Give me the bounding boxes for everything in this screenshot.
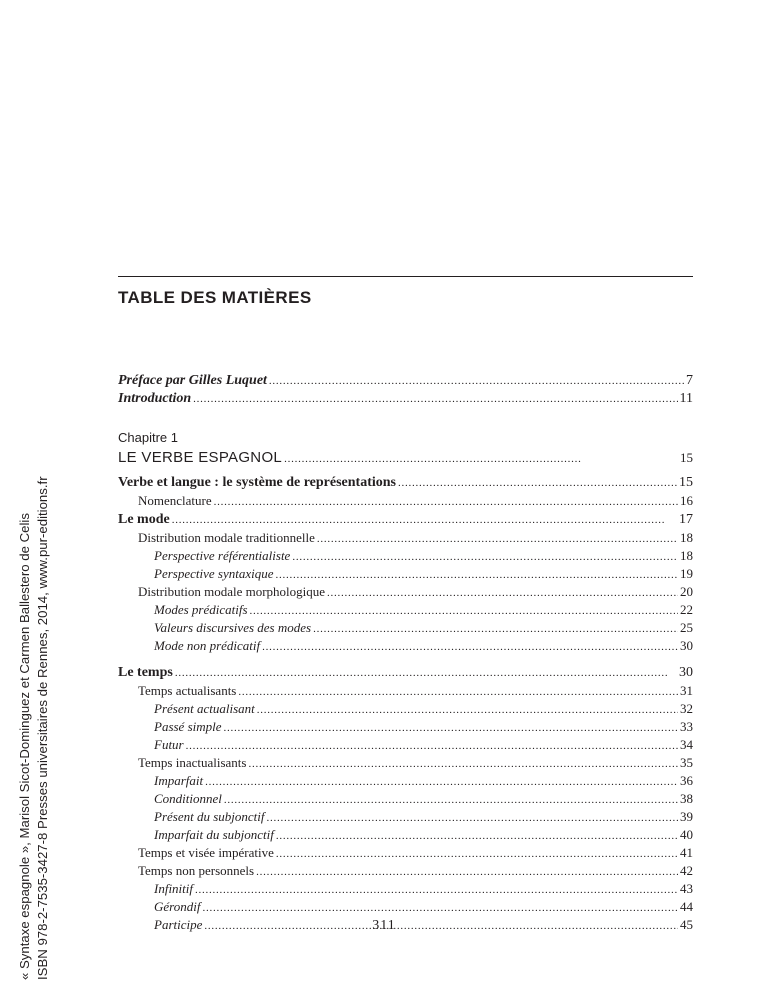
toc-entry-label: Présent du subjonctif [154, 809, 265, 824]
chapter-title: LE VERBE ESPAGNOL [118, 449, 283, 466]
toc-entry-label: Futur [154, 737, 184, 752]
leader-dots [195, 881, 678, 899]
toc-entry-page: 15 [679, 475, 693, 490]
leader-dots [224, 719, 678, 737]
toc-entry [118, 510, 693, 529]
leader-dots [186, 737, 678, 755]
leader-dots [267, 809, 679, 827]
toc-entry [118, 844, 693, 862]
leader-dots [276, 845, 678, 863]
leader-dots [313, 620, 678, 638]
toc-entry-page: 40 [680, 827, 693, 842]
toc-entry [118, 601, 693, 619]
toc-entry [118, 390, 693, 408]
toc-entry-page: 35 [680, 755, 693, 770]
leader-dots [398, 474, 677, 493]
toc-entry [118, 547, 693, 565]
leader-dots [269, 372, 684, 390]
toc-entry [118, 736, 693, 754]
toc-entry [118, 700, 693, 718]
toc-entry [118, 880, 693, 898]
toc-entry [118, 529, 693, 547]
toc-entry-page: 41 [680, 845, 693, 860]
toc-entry-page: 11 [679, 391, 693, 406]
toc-entry-label: Valeurs discursives des modes [154, 620, 312, 635]
toc-entry-label: Perspective syntaxique [154, 566, 274, 581]
page-number: 311 [372, 918, 396, 933]
toc-entry [118, 565, 693, 583]
leader-dots [284, 453, 678, 465]
toc-entry-page: 45 [680, 917, 693, 932]
leader-dots [248, 755, 678, 773]
leader-dots [202, 899, 678, 917]
page-title: TABLE DES MATIÈRES [118, 288, 312, 307]
toc-entry-page: 16 [680, 493, 693, 508]
toc-entry-page: 20 [680, 584, 693, 599]
toc-entry [118, 898, 693, 916]
leader-dots [205, 773, 678, 791]
toc-entry-label: Temps inactualisants [138, 755, 247, 770]
leader-dots [275, 566, 678, 584]
leader-dots [214, 493, 678, 511]
toc-entry-page: 31 [680, 683, 693, 698]
toc-entry-label: Imparfait du subjonctif [154, 827, 274, 842]
toc-entry-label: Imparfait [154, 773, 204, 788]
toc-entry-page: 19 [680, 566, 693, 581]
leader-dots [256, 863, 678, 881]
toc-entry [118, 862, 693, 880]
toc-entry-page: 30 [680, 638, 693, 653]
toc-entry [118, 637, 693, 655]
toc-entry-label: Perspective référentialiste [154, 548, 291, 563]
leader-dots [276, 827, 678, 845]
toc-entry-label: Distribution modale traditionnelle [138, 530, 315, 545]
toc-entry-label: Nomenclature [138, 493, 212, 508]
toc-entry-label: Temps et visée impérative [138, 845, 274, 860]
toc-entry [118, 754, 693, 772]
toc-entry-label: Temps non personnels [138, 863, 255, 878]
toc-entry-label: Distribution modale morphologique [138, 584, 326, 599]
toc-entry [118, 718, 693, 736]
side-credit-line-2: ISBN 978-2-7535-3427-8 Presses universitaires de Rennes, 2014, www.pur-editions.fr [35, 476, 50, 980]
toc-entry [118, 682, 693, 700]
chapter-title-row [118, 449, 693, 466]
chapter-label: Chapitre 1 [118, 430, 178, 445]
leader-dots [317, 530, 678, 548]
toc-entry-label: Le mode [118, 512, 170, 527]
leader-dots [175, 664, 677, 683]
leader-dots [262, 638, 678, 656]
toc-entry [118, 790, 693, 808]
toc-entry-page: 42 [680, 863, 693, 878]
leader-dots [327, 584, 678, 602]
toc-entry-label: Le temps [118, 665, 173, 680]
toc-entry [118, 772, 693, 790]
toc-entry [118, 372, 693, 390]
toc-entry-label: Modes prédicatifs [154, 602, 248, 617]
toc-entry-page: 39 [680, 809, 693, 824]
toc-entry-label: Passé simple [154, 719, 222, 734]
side-credit-line-1: « Syntaxe espagnole », Marisol Sicot-Dominguez et Carmen Ballestero de Celis [17, 513, 32, 980]
toc-entry-page: 18 [680, 548, 693, 563]
toc-entry-page: 22 [680, 602, 693, 617]
toc-entry [118, 619, 693, 637]
toc-entry-page: 44 [680, 899, 693, 914]
toc-entry-page: 7 [686, 373, 693, 388]
toc-entry-label: Gérondif [154, 899, 201, 914]
toc-entry-label: Conditionnel [154, 791, 222, 806]
toc-entry-label: Participe [154, 917, 203, 932]
title-rule [118, 276, 693, 277]
toc-entry [118, 473, 693, 492]
toc-entry-label: Infinitif [154, 881, 193, 896]
leader-dots [172, 511, 677, 530]
toc-entry [118, 492, 693, 510]
leader-dots [292, 548, 678, 566]
toc-entry-page: 17 [679, 512, 693, 527]
chapter-page: 15 [680, 450, 693, 465]
front-matter-list [118, 372, 693, 408]
toc-entry [118, 808, 693, 826]
toc-entry-label: Préface par Gilles Luquet [118, 373, 267, 388]
toc-entry-page: 18 [680, 530, 693, 545]
leader-dots [193, 390, 677, 408]
toc-entry-page: 43 [680, 881, 693, 896]
toc-entry-page: 36 [680, 773, 693, 788]
toc-entry [118, 663, 693, 682]
toc-entry-label: Temps actualisants [138, 683, 237, 698]
leader-dots [250, 602, 678, 620]
toc-entry-label: Présent actualisant [154, 701, 255, 716]
toc-entry [118, 583, 693, 601]
leader-dots [224, 791, 678, 809]
toc-entry-label: Introduction [118, 391, 192, 406]
toc-entry-page: 33 [680, 719, 693, 734]
toc-list [118, 473, 693, 934]
leader-dots [238, 683, 678, 701]
side-credit [16, 80, 68, 980]
toc-entry-page: 38 [680, 791, 693, 806]
toc-entry [118, 826, 693, 844]
toc-entry-page: 25 [680, 620, 693, 635]
leader-dots [257, 701, 678, 719]
toc-entry-label: Mode non prédicatif [154, 638, 261, 653]
toc-entry-page: 30 [679, 665, 693, 680]
toc-entry-page: 34 [680, 737, 693, 752]
toc-entry-label: Verbe et langue : le système de représentations [118, 475, 397, 490]
toc-entry-page: 32 [680, 701, 693, 716]
